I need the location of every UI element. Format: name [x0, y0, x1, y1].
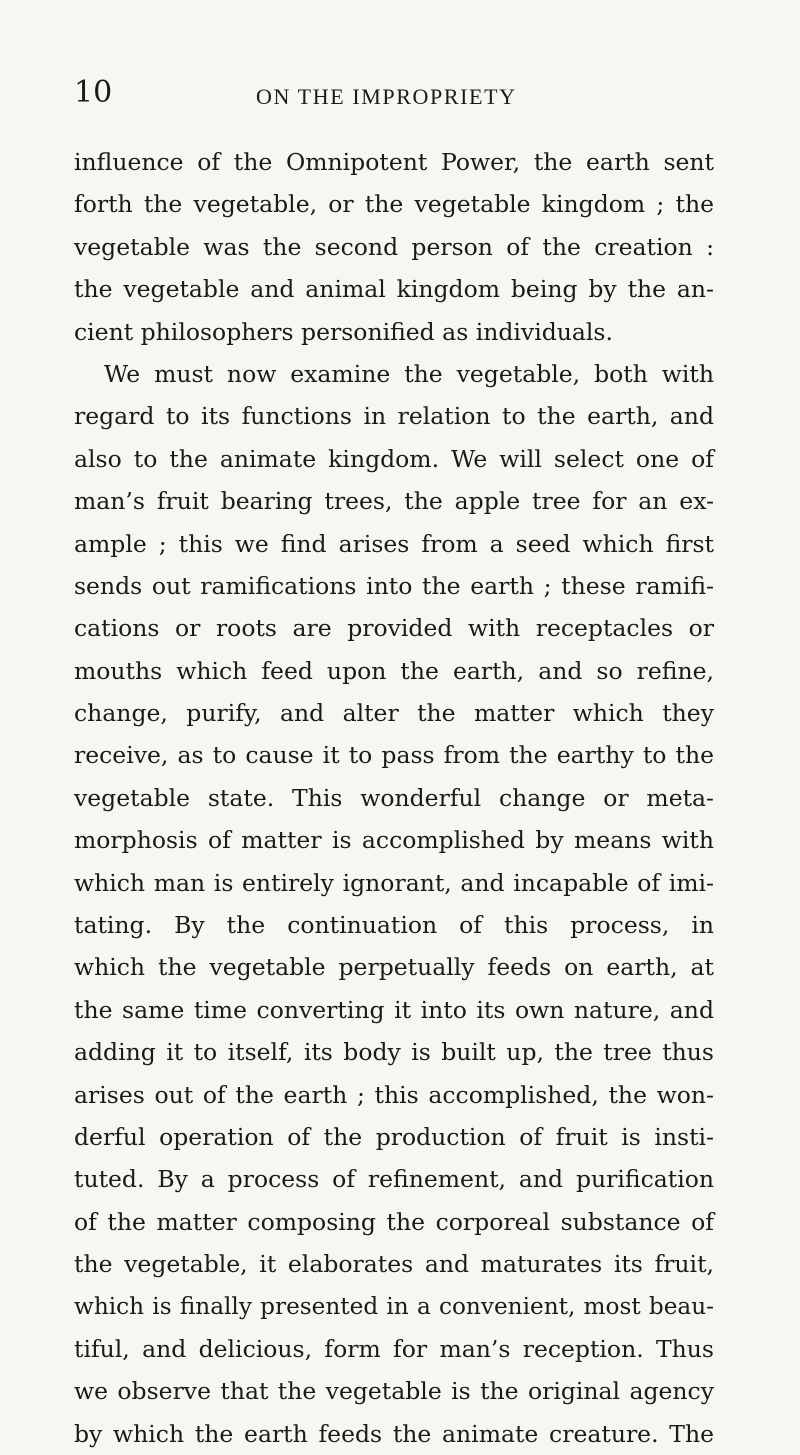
text-line: cations or roots are provided with receptacles or: [74, 614, 714, 643]
text-line: derful operation of the production of fruit is insti-: [74, 1122, 714, 1151]
body-text: [74, 141, 714, 1455]
text-line: the same time converting it into its own nature, and: [74, 995, 714, 1024]
text-line: which man is entirely ignorant, and incapable of imi-: [74, 868, 714, 897]
text-line: by which the earth feeds the animate creature. The: [74, 1419, 714, 1448]
text-line: influence of the Omnipotent Power, the earth sent: [74, 148, 714, 176]
page-number: 10: [74, 75, 113, 110]
text-line: which is finally presented in a convenient, most beau-: [74, 1292, 714, 1320]
text-line: tating. By the continuation of this process, in: [74, 911, 714, 940]
text-line: ample ; this we find arises from a seed which first: [74, 529, 714, 558]
text-line: the vegetable and animal kingdom being by the an-: [74, 275, 714, 304]
text-line: mouths which feed upon the earth, and so refine,: [74, 656, 714, 685]
text-line: vegetable was the second person of the creation :: [74, 232, 714, 261]
text-line: adding it to itself, its body is built up, the tree thus: [74, 1038, 714, 1067]
text-line: morphosis of matter is accomplished by means with: [74, 826, 714, 855]
page-header: [0, 76, 800, 116]
text-line: tiful, and delicious, form for man’s reception. Thus: [74, 1334, 714, 1363]
text-line: of the matter composing the corporeal substance of: [74, 1207, 714, 1236]
text-line: we observe that the vegetable is the original agency: [74, 1377, 714, 1406]
running-head: ON THE IMPROPRIETY: [256, 84, 517, 109]
text-line: We must now examine the vegetable, both with: [104, 359, 714, 388]
text-line: which the vegetable perpetually feeds on earth, at: [74, 953, 714, 982]
text-line: also to the animate kingdom. We will select one of: [74, 444, 714, 473]
text-line: vegetable state. This wonderful change or meta-: [74, 783, 714, 812]
text-line: cient philosophers personified as individuals.: [74, 317, 613, 346]
text-line: arises out of the earth ; this accomplished, the won-: [74, 1080, 714, 1109]
text-line: the vegetable, it elaborates and maturates its fruit,: [74, 1250, 714, 1279]
text-line: regard to its functions in relation to the earth, and: [74, 402, 714, 431]
text-line: man’s fruit bearing trees, the apple tree for an ex-: [74, 487, 714, 516]
text-line: forth the vegetable, or the vegetable kingdom ; the: [74, 190, 714, 219]
text-line: tuted. By a process of refinement, and purification: [74, 1165, 714, 1194]
text-line: receive, as to cause it to pass from the earthy to the: [74, 741, 714, 770]
text-line: sends out ramifications into the earth ; these ramifi-: [74, 571, 714, 600]
text-line: change, purify, and alter the matter which they: [74, 699, 714, 728]
